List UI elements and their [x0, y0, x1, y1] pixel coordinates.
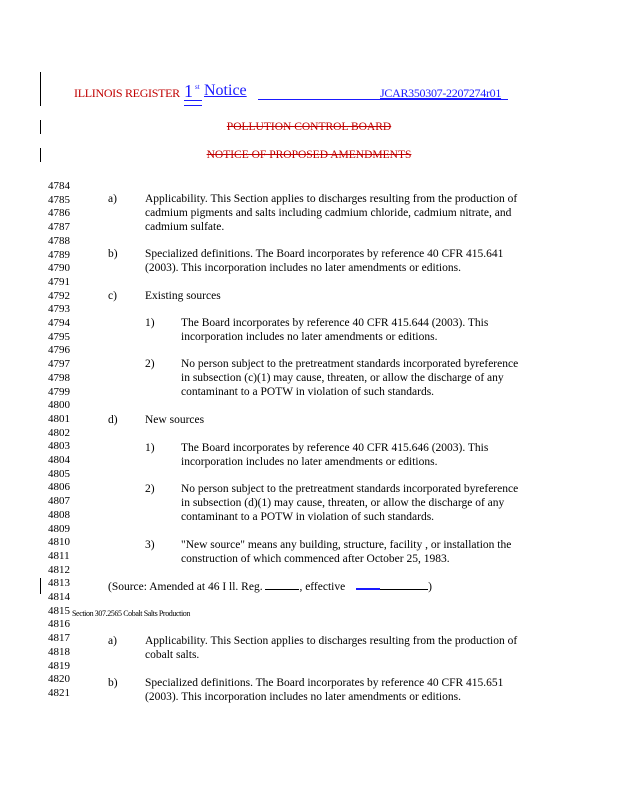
- line-number: 4800: [48, 399, 70, 412]
- item-label: d): [108, 414, 118, 426]
- body-line: Specialized definitions. The Board incorporates by reference 40 CFR 415.641: [145, 248, 504, 260]
- source-suffix: ): [428, 581, 432, 593]
- line-number: 4804: [48, 454, 70, 466]
- body-line: Applicability. This Section applies to discharges resulting from the production of: [145, 635, 518, 647]
- line-number: 4805: [48, 467, 70, 480]
- source-prefix: (Source: Amended at 46 I ll. Reg.: [108, 581, 263, 593]
- item-label: 1): [145, 317, 155, 329]
- line-number: 4796: [48, 344, 70, 357]
- body-line: No person subject to the pretreatment standards incorporated byreference: [181, 483, 519, 495]
- body-line: The Board incorporates by reference 40 CFR 415.646 (2003). This: [181, 442, 489, 454]
- line-number: 4788: [48, 234, 70, 247]
- line-number: 4817: [48, 632, 70, 645]
- line-number: 4791: [48, 275, 70, 288]
- line-number: 4793: [48, 303, 70, 316]
- body-line: "New source" means any building, structure, facility , or installation the: [181, 539, 512, 551]
- body-line: cobalt salts.: [145, 649, 200, 661]
- body-line: The Board incorporates by reference 40 CFR 415.644 (2003). This: [181, 317, 489, 329]
- issue-suffix: st: [195, 83, 200, 91]
- line-number: 4797: [48, 358, 70, 371]
- effective-blank: [380, 589, 428, 590]
- line-number: 4784: [48, 180, 70, 192]
- body-line: Specialized definitions. The Board incorporates by reference 40 CFR 415.651: [145, 677, 504, 689]
- inserted-mark: [356, 588, 380, 590]
- line-number: 4801: [48, 412, 70, 425]
- body-line: cadmium pigments and salts including cadmium chloride, cadmium nitrate, and: [145, 207, 512, 219]
- line-number: 4799: [48, 385, 70, 398]
- line-number: 4795: [48, 330, 70, 343]
- item-label: 1): [145, 442, 155, 454]
- line-number: 4786: [48, 207, 70, 220]
- line-number: 4821: [48, 686, 70, 699]
- body-line: construction of which commenced after October 25, 1983.: [181, 553, 450, 565]
- double-underline: [184, 100, 202, 106]
- line-number: 4811: [48, 549, 70, 562]
- line-number: 4798: [48, 371, 70, 384]
- line-number: 4813: [48, 577, 70, 590]
- issue-number: 1: [184, 81, 193, 101]
- body-line: incorporation includes no later amendments or editions.: [181, 456, 438, 468]
- register-blank: [265, 589, 299, 590]
- line-number: 4812: [48, 563, 70, 576]
- body-line: cadmium sulfate.: [145, 221, 225, 233]
- line-number: 4807: [48, 495, 70, 508]
- body-line: incorporation includes no later amendments or editions.: [181, 331, 438, 343]
- body-line: Applicability. This Section applies to discharges resulting from the production of: [145, 193, 518, 205]
- source-middle: , effective: [299, 581, 346, 593]
- line-number: 4814: [48, 591, 70, 603]
- item-label: b): [108, 248, 118, 260]
- body-line: New sources: [145, 414, 205, 426]
- line-number: 4802: [48, 426, 70, 439]
- line-number: 4806: [48, 481, 70, 494]
- body-line: contaminant to a POTW in violation of such standards.: [181, 386, 435, 398]
- notice-label: Notice: [204, 82, 247, 99]
- item-label: 2): [145, 358, 155, 370]
- change-bar: [40, 578, 41, 594]
- line-number: 4803: [48, 440, 70, 453]
- body-line: (2003). This incorporation includes no later amendments or editions.: [145, 262, 461, 274]
- line-number: 4818: [48, 645, 70, 658]
- line-number: 4792: [48, 289, 70, 302]
- board-title: POLLUTION CONTROL BOARD: [226, 121, 392, 133]
- source-note: [108, 580, 432, 594]
- item-label: a): [108, 635, 117, 647]
- line-number: 4789: [48, 248, 70, 261]
- line-number: 4794: [48, 317, 70, 329]
- notice-title: NOTICE OF PROPOSED AMENDMENTS: [206, 149, 412, 161]
- line-number: 4819: [48, 659, 70, 672]
- register-name: ILLINOIS REGISTER: [74, 86, 180, 100]
- section-heading: Section 307.2565 Cobalt Salts Production: [72, 609, 190, 618]
- line-number: 4787: [48, 221, 70, 234]
- line-number: 4808: [48, 508, 70, 521]
- line-number: 4809: [48, 522, 70, 535]
- item-label: 3): [145, 539, 155, 551]
- body-line: Existing sources: [145, 290, 221, 302]
- body-line: (2003). This incorporation includes no later amendments or editions.: [145, 691, 461, 703]
- body-line: contaminant to a POTW in violation of such standards.: [181, 511, 435, 523]
- item-label: c): [108, 290, 117, 302]
- body-line: in subsection (d)(1) may cause, threaten, or allow the discharge of any: [181, 497, 505, 509]
- line-number: 4816: [48, 618, 70, 631]
- line-number: 4810: [48, 536, 70, 549]
- item-label: b): [108, 677, 118, 689]
- body-line: No person subject to the pretreatment standards incorporated byreference: [181, 358, 519, 370]
- line-number: 4790: [48, 262, 70, 275]
- change-bar: [40, 72, 41, 106]
- item-label: a): [108, 193, 117, 205]
- line-number: 4820: [48, 673, 70, 686]
- line-number: 4785: [48, 193, 70, 206]
- register-header: [74, 82, 514, 102]
- jcar-code: JCAR350307-2207274r01: [380, 86, 502, 100]
- line-number: 4815: [48, 604, 70, 617]
- item-label: 2): [145, 483, 155, 495]
- body-line: in subsection (c)(1) may cause, threaten, or allow the discharge of any: [181, 372, 504, 384]
